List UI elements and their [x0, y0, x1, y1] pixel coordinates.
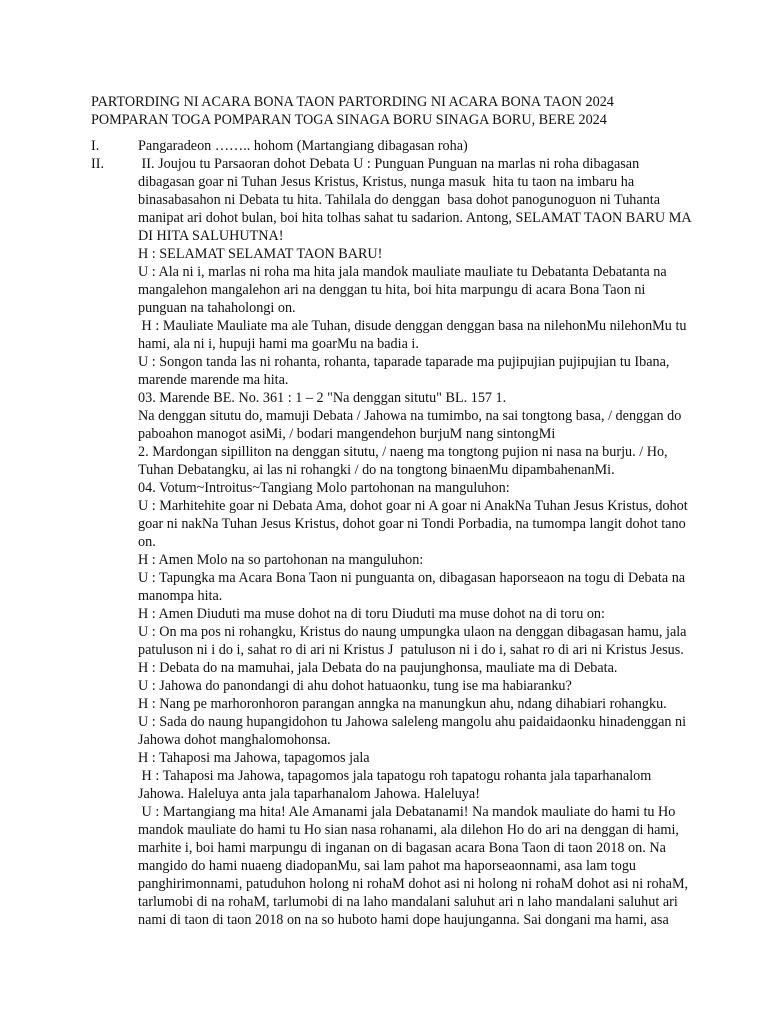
- document-title: [91, 93, 711, 129]
- body-paragraph: II. Joujou tu Parsaoran dohot Debata U : Punguan Punguan na marlas ni roha dibagasan dibagasan goar ni Tuhan Jesus Kristus, Kristus, nunga masuk hita tu taon na imbaru ha binasabasahon ni Debata tu hita. Tahilala do denggan basa dohot panogunoguon ni Tuhanta manipat ari dohot bulan, boi hita tolhas sahat tu sadarion. Antong, SELAMAT TAON BARU MA DI HITA SALUHUTNA!: [138, 156, 695, 244]
- body-paragraph: U : On ma pos ni rohangku, Kristus do naung umpungka ulaon na denggan dibagasan hamu, jala patuluson ni i do i, sahat ro di ari ni Kristus J patuluson ni i do i, sahat ro di ari ni Kristus Jesus.: [138, 624, 691, 658]
- title-line-2: POMPARAN TOGA POMPARAN TOGA SINAGA BORU SINAGA BORU, BERE 2024: [91, 112, 607, 128]
- body-paragraph: 2. Mardongan sipilliton na denggan situtu, / naeng ma tongtong pujion ni nasa na burju. / Ho, Tuhan Debatangku, ai las ni rohangki / do na tongtong binaenMu dipambahenanMi.: [138, 444, 671, 478]
- body-paragraph: H : Nang pe marhoronhoron parangan anngka na manungkun ahu, ndang dihabiari rohangku.: [138, 696, 667, 712]
- outline-list: [91, 137, 695, 929]
- body-paragraph: H : SELAMAT SELAMAT TAON BARU!: [138, 246, 383, 262]
- outline-item-number: I.: [91, 138, 100, 154]
- body-paragraph: U : Tapungka ma Acara Bona Taon ni punguanta on, dibagasan haporseaon na togu di Debata na manompa hita.: [138, 570, 689, 604]
- body-paragraph: 04. Votum~Introitus~Tangiang Molo partohonan na manguluhon:: [138, 480, 510, 496]
- body-paragraph: U : Ala ni i, marlas ni roha ma hita jala mandok mauliate mauliate tu Debatanta Debatanta na mangalehon mangalehon ari na denggan tu hita, boi hita marpungu di acara Bona Taon ni punguan na tahaholongi on.: [138, 264, 671, 316]
- outline-item: [91, 137, 691, 155]
- outline-item-body: [138, 137, 691, 155]
- body-paragraph: U : Jahowa do panondangi di ahu dohot hatuaonku, tung ise ma habiaranku?: [138, 678, 572, 694]
- outline-item-body: [138, 155, 695, 929]
- body-paragraph: U : Sada do naung hupangidohon tu Jahowa saleleng mangolu ahu paidaidaonku hinadenggan ni Jahowa dohot manghalomohonsa.: [138, 714, 690, 748]
- body-paragraph: Pangaradeon …….. hohom (Martangiang dibagasan roha): [138, 138, 468, 154]
- body-paragraph: U : Songon tanda las ni rohanta, rohanta, taparade taparade ma pujipujian pujipujian tu Ibana, marende marende ma hita.: [138, 354, 674, 388]
- body-paragraph: H : Debata do na mamuhai, jala Debata do na paujunghonsa, mauliate ma di Debata.: [138, 660, 618, 676]
- body-paragraph: H : Amen Molo na so partohonan na manguluhon:: [138, 552, 424, 568]
- body-paragraph: U : Martangiang ma hita! Ale Amanami jala Debatanami! Na mandok mauliate do hami tu Ho mandok mauliate do hami tu Ho sian nasa rohanami, ala dilehon Ho do ari na denggan di hami, marhite i, boi hami marpungu di inganan on di bagasan acara Bona Taon di taon 2018 on. Na mangido do hami nuaeng diadopanMu, sai lam pahot ma haporseaonnami, asa lam togu panghirimonnami, patuduhon holong ni rohaM dohot asi ni holong ni rohaM dohot asi ni rohaM, tarlumobi di na rohaM, tarlumobi di na laho mandalani saluhut ari n laho mandalani saluhut ari nami di taon di taon 2018 on na so huboto hami dope haujunganna. Sai dongani ma hami, asa: [138, 804, 692, 928]
- body-paragraph: U : Marhitehite goar ni Debata Ama, dohot goar ni A goar ni AnakNa Tuhan Jesus Kristus, dohot goar ni nakNa Tuhan Jesus Kristus, dohot goar ni Tondi Porbadia, na tumompa langit dohot tano on.: [138, 498, 692, 550]
- body-paragraph: 03. Marende BE. No. 361 : 1 – 2 "Na denggan situtu" BL. 157 1.: [138, 390, 507, 406]
- body-paragraph: H : Mauliate Mauliate ma ale Tuhan, disude denggan denggan basa na nilehonMu nilehonMu tu hami, ala ni i, hupuji hami ma goarMu na badia i.: [138, 318, 691, 352]
- body-paragraph: H : Amen Diuduti ma muse dohot na di toru Diuduti ma muse dohot na di toru on:: [138, 606, 605, 622]
- body-paragraph: H : Tahaposi ma Jahowa, tapagomos jala: [138, 750, 370, 766]
- title-line-1: PARTORDING NI ACARA BONA TAON PARTORDING NI ACARA BONA TAON 2024: [91, 94, 614, 110]
- outline-item-number: II.: [91, 156, 104, 172]
- outline-item: [91, 155, 695, 929]
- body-paragraph: H : Tahaposi ma Jahowa, tapagomos jala tapatogu roh tapatogu rohanta jala taparhanalom Jahowa. Haleluya anta jala taparhanalom Jahowa. Haleluya!: [138, 768, 655, 802]
- body-paragraph: Na denggan situtu do, mamuji Debata / Jahowa na tumimbo, na sai tongtong basa, / denggan do paboahon manogot asiMi, / bodari mangendehon burjuM nang sintongMi: [138, 408, 685, 442]
